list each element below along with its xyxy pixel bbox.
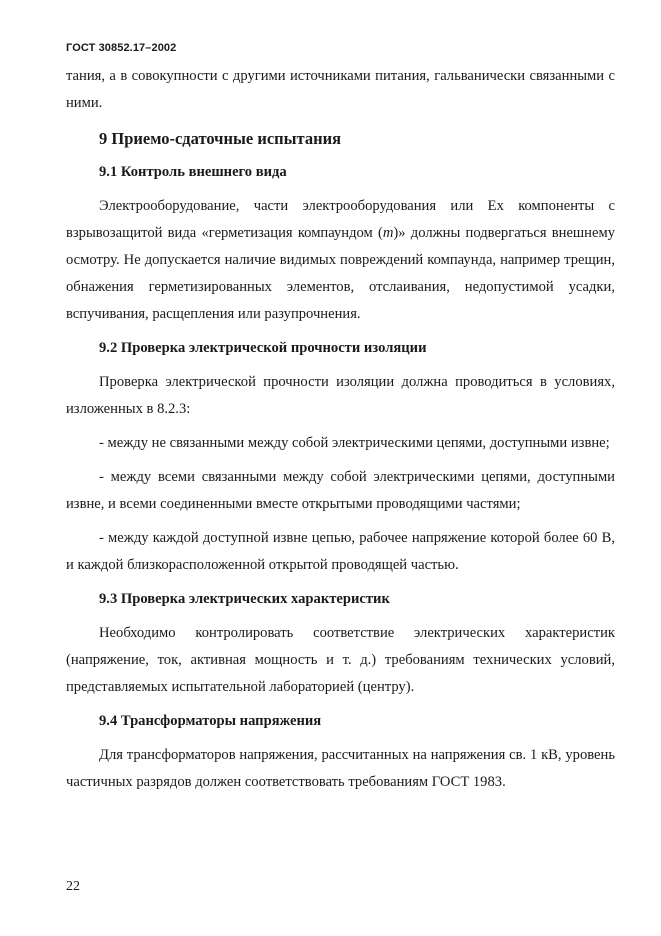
- subsection-title-9-1: 9.1 Контроль внешнего вида: [99, 164, 287, 180]
- subsection-title-9-4: 9.4 Трансформаторы напряжения: [99, 713, 322, 729]
- paragraph-text: Электрооборудование, части электрооборудования или Ex компоненты с взрывозащитой вида «герметизация компаундом (: [66, 198, 615, 241]
- list-item: - между не связанными между собой электрическими цепями, доступными извне;: [99, 435, 610, 451]
- paragraph-visual-inspection: [66, 193, 615, 328]
- subsection-title-9-3: 9.3 Проверка электрических характеристик: [99, 591, 390, 607]
- protection-symbol: m: [382, 225, 394, 241]
- subsection-title-9-2: 9.2 Проверка электрической прочности изоляции: [99, 340, 427, 356]
- paragraph-text: )» должны подвергаться внешнему осмотру. Не допускается наличие видимых повреждений компаунда, например трещин, обнажения герметизированных элементов, отслаивания, недопустимой усадки, вспучивания, расщепления или разупрочнения.: [66, 225, 615, 322]
- page-number: 22: [66, 879, 80, 894]
- list-item: - между каждой доступной извне цепью, рабочее напряжение которой более 60 В, и каждой близкорасположенной открытой проводящей частью.: [66, 530, 615, 573]
- list-item: - между всеми связанными между собой электрическими цепями, доступными извне, и всеми соединенными вместе открытыми проводящими частями;: [66, 469, 615, 512]
- continuation-paragraph: тания, а в совокупности с другими источниками питания, гальванически связанными с ними.: [66, 68, 615, 111]
- paragraph-electrical-characteristics: Необходимо контролировать соответствие электрических характеристик (напряжение, ток, активная мощность и т. д.) требованиям технических условий, представляемых испытательной лабораторией (центру).: [66, 625, 615, 695]
- document-body: [66, 63, 615, 796]
- section-title: 9 Приемо-сдаточные испытания: [99, 129, 342, 148]
- paragraph-insulation-intro: Проверка электрической прочности изоляции должна проводиться в условиях, изложенных в 8.2.3:: [66, 374, 615, 417]
- paragraph-voltage-transformers: Для трансформаторов напряжения, рассчитанных на напряжения св. 1 кВ, уровень частичных разрядов должен соответствовать требованиям ГОСТ 1983.: [66, 747, 615, 790]
- standard-header: ГОСТ 30852.17–2002: [66, 42, 177, 54]
